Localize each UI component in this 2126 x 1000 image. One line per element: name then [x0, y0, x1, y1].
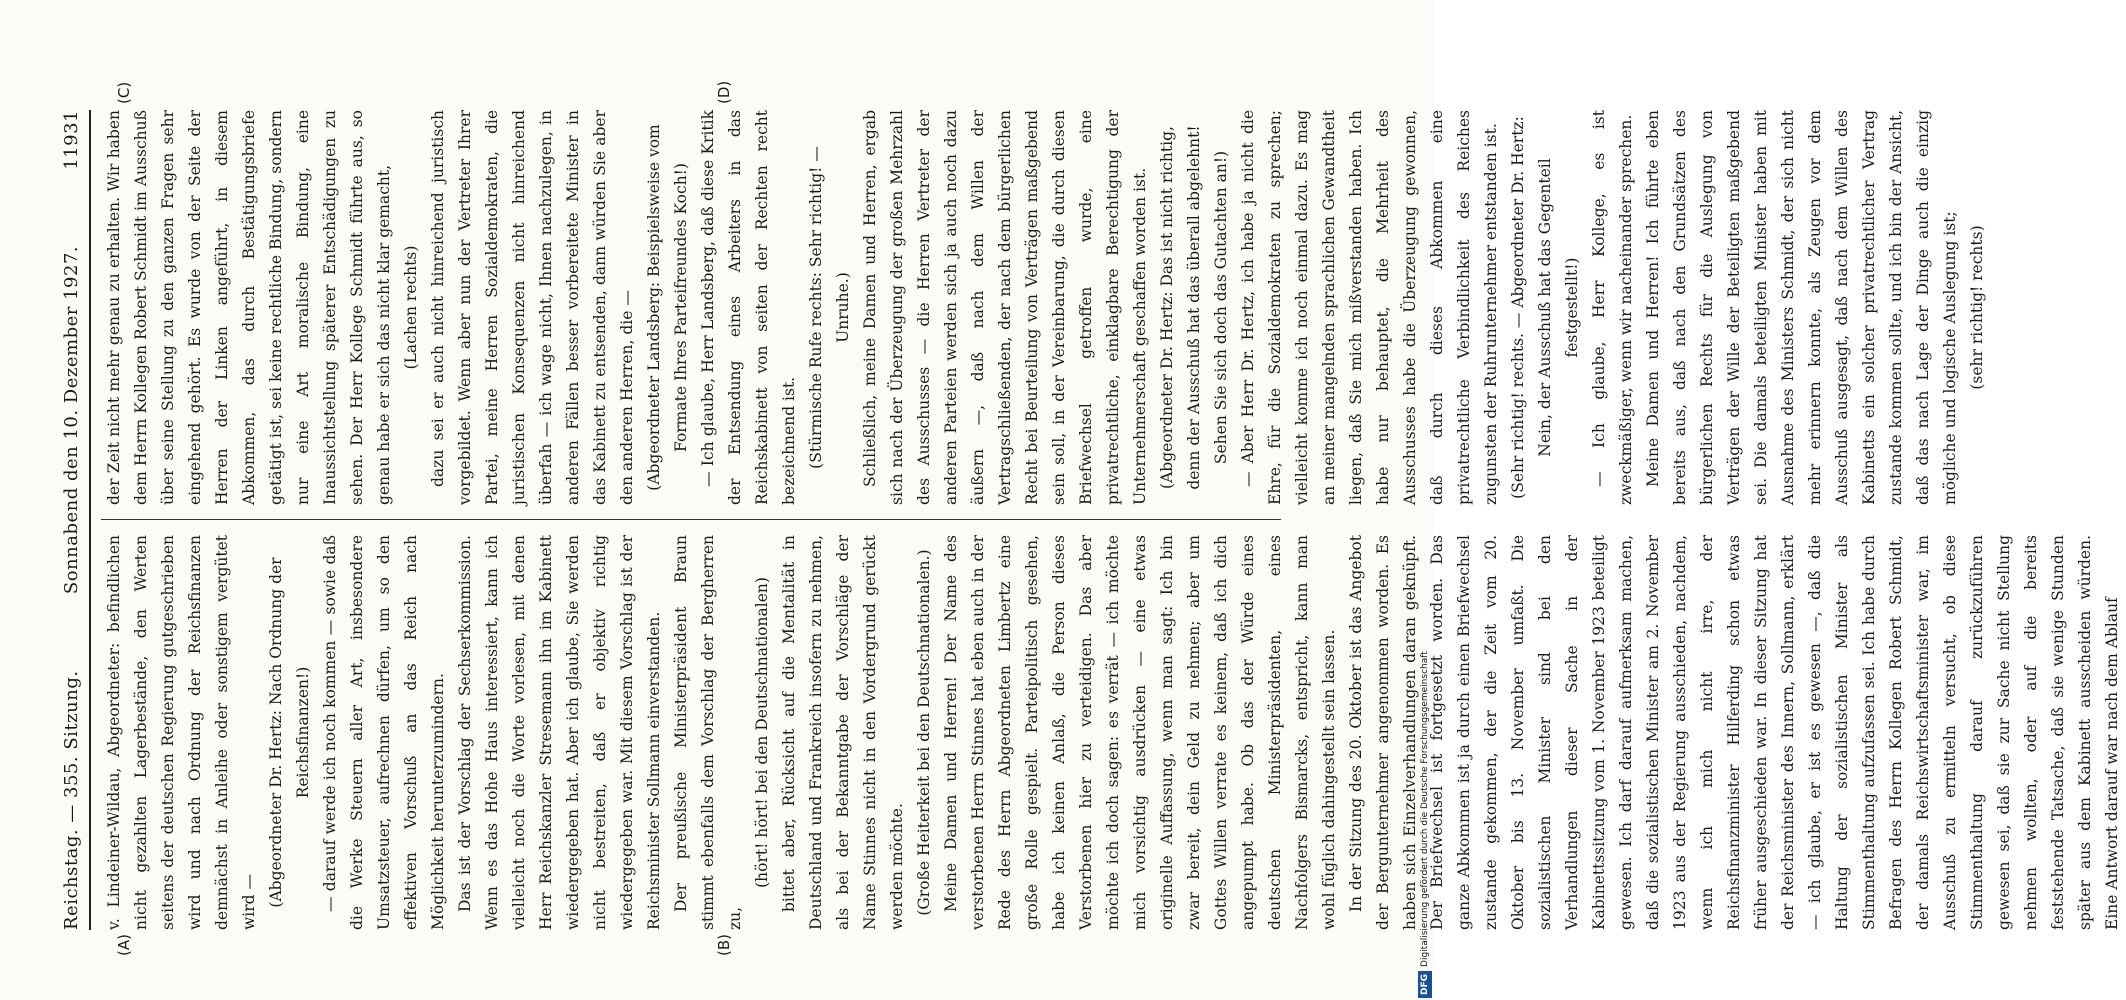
paragraph: (Abgeordneter Dr. Hertz: Das ist nicht richtig, denn der Ausschuß hat das überall abgelehnt! Sehen Sie sich doch das Gutachten an!) — [1158, 125, 1230, 490]
running-header — [55, 110, 91, 930]
paragraph: bittet aber, Rücksicht auf die Mentalität in Deutschland und Frankreich insofern zu nehmen, als bei der Bekanntgabe der Vorschläge der Name Stinnes nicht in den Vordergrund gerückt werden möchte. — [780, 535, 906, 930]
paragraph: (hört! hört! bei den Deutschnationalen) — [753, 577, 771, 888]
marker-a: (A) — [115, 934, 133, 956]
marker-b: (B) — [715, 934, 733, 956]
page-number: 11931 — [61, 110, 82, 170]
paragraph: (Sehr richtig! rechts. — Abgeordneter Dr. Hertz: Nein, der Ausschuß hat das Gegenteil festgestellt!) — [1509, 116, 1581, 499]
digitization-credit — [1418, 8, 1432, 998]
paragraph: — Ich glaube, Herr Landsberg, daß diese Kritik der Entsendung eines Arbeiters in das Reichskabinett von seiten der Rechten recht bezeichnend ist. — [699, 110, 798, 505]
marker-d: (D) — [715, 80, 733, 104]
paragraph: — Ich glaube, Herr Kollege, es ist zweckmäßiger, wenn wir nacheinander sprechen. — [1590, 110, 1635, 505]
paragraph: der Zeit nicht mehr genau zu erhalten. Wir haben dem Herrn Kollegen Robert Schmidt im Ausschuß über seine Stellung zu den ganzen Fragen sehr eingehend gehört. Es wurde von der Seite der Herren der Linken angeführt, in diesem Abkommen, das durch Bestätigungsbriefe getätigt ist, sei keine rechtliche Bindung, sondern nur eine Art moralische Bindung, eine Inaussichtstellung späterer Entschädigungen zu sehen. Der Herr Kollege Schmidt führte aus, so genau habe er sich das nicht klar gemacht, — [105, 110, 393, 505]
paragraph: — darauf werde ich noch kommen — sowie daß die Werke Steuern aller Art, insbesondere Umsatzsteuer, aufrechnen dürfen, um so den effektiven Vorschuß an das Reich nach Möglichkeit herunterzumindern. — [321, 535, 447, 930]
paragraph: (Lachen rechts) — [402, 245, 420, 370]
paragraph: (Stürmische Rufe rechts: Sehr richtig! — Unruhe.) — [807, 146, 852, 469]
right-column — [101, 110, 1986, 505]
column-divider — [101, 519, 1281, 520]
paragraph: (Abgeordneter Landsberg: Beispielsweise vom Formate Ihres Parteifreundes Koch!) — [645, 124, 690, 491]
paragraph: Meine Damen und Herren! Der Name des verstorbenen Herrn Stinnes hat eben auch in der Rede des Herrn Abgeordneten Limbertz eine große Rolle gespielt. Parteipolitisch gesehen, habe ich keinen Anlaß, die Person dieses Verstorbenen hier zu verteidigen. Das aber möchte ich doch sagen: es verrät — ich möchte mich vorsichtig ausdrücken — eine etwas originelle Auffassung, wenn man sagt: Ich bin zwar bereit, dein Geld zu nehmen; aber um Gottes Willen verrate es keinem, daß ich dich angepumpt habe. Ob das der Würde eines deutschen Ministerpräsidenten, eines Nachfolgers Bismarcks, entspricht, kann man wohl füglich dahingestellt sein lassen. — [942, 535, 1338, 930]
dfg-logo: DFG — [1418, 971, 1432, 998]
paragraph: In der Sitzung des 20. Oktober ist das Angebot der Bergunternehmer angenommen worden. Es haben sich Einzelverhandlungen daran geknüpft. Der Briefwechsel ist fortgesetzt worden. Das ganze Abkommen ist ja durch einen Briefwechsel zustande gekommen, der die Zeit vom 20. Oktober bis 13. November umfaßt. Die sozialistischen Minister sind bei den Verhandlungen dieser Sache in der Kabinettssitzung vom 1. November 1923 beteiligt gewesen. Ich darf darauf aufmerksam machen, daß die sozialistischen Minister am 2. November 1923 aus der Regierung ausschieden, nachdem, wenn ich mich nicht irre, der Reichsfinanzminister Hilferding schon etwas früher ausgeschieden war. In dieser Sitzung hat der Reichsminister des Innern, Sollmann, erklärt — ich glaube, er ist es gewesen —, daß die Haltung der sozialistischen Minister als Stimmenthaltung aufzufassen sei. Ich habe durch Befragen des Herrn Kollegen Robert Schmidt, der damals Reichswirtschaftsminister war, im Ausschuß zu ermitteln versucht, ob diese Stimmenthaltung darauf zurückzuführen gewesen sei, daß sie zur Sache nicht Stellung nehmen wollten, oder auf die bereits feststehende Tatsache, daß sie wenige Stunden später aus dem Kabinett ausscheiden würden. Eine Antwort darauf war nach dem Ablauf — [1347, 535, 2121, 930]
credit-text: Digitalisierung gefördert durch die Deutsche Forschungsgemeinschaft — [1420, 651, 1430, 967]
paragraph: (Große Heiterkeit bei den Deutschnationalen.) — [915, 549, 933, 916]
header-left: Reichstag. — 355. Sitzung. — [61, 670, 82, 930]
paragraph: Das ist der Vorschlag der Sechserkommission. Wenn es das Hohe Haus interessiert, kann ich vielleicht noch die Worte vorlesen, mit denen Herr Reichskanzler Stresemann ihn im Kabinett wiedergegeben hat. Aber ich glaube, Sie werden nicht bestreiten, daß er objektiv richtig wiedergegeben war. Mit diesem Vorschlag ist der Reichsminister Sollmann einverstanden. — [456, 535, 663, 930]
paragraph: Meine Damen und Herren! Ich führte eben bereits aus, daß nach den Grundsätzen des bürgerlichen Rechts für die Auslegung von Verträgen der Wille der Beteiligten maßgebend sei. Die damals beteiligten Minister haben mit Ausnahme des Ministers Schmidt, der sich nicht mehr erinnern konnte, als Zeugen vor dem Ausschuß ausgesagt, daß nach dem Willen des Kabinetts ein solcher privatrechtlicher Vertrag zustande kommen sollte, und ich bin der Ansicht, daß das nach Lage der Dinge auch die einzig mögliche und logische Auslegung ist; — [1644, 110, 1959, 505]
paragraph: (Abgeordneter Dr. Hertz: Nach Ordnung der Reichsfinanzen!) — [267, 557, 312, 908]
header-date: Sonnabend den 10. Dezember 1927. — [61, 245, 82, 595]
paragraph: — Aber Herr Dr. Hertz, ich habe ja nicht die Ehre, für die Sozialdemokraten zu sprechen; vielleicht komme ich noch einmal dazu. Es mag an meiner mangelnden sprachlichen Gewandtheit liegen, daß Sie mich mißverstanden haben. Ich habe nur behauptet, die Mehrheit des Ausschusses habe die Überzeugung gewonnen, daß durch dieses Abkommen eine privatrechtliche Verbindlichkeit des Reiches zugunsten der Ruhrunternehmer entstanden ist. — [1239, 110, 1500, 505]
marker-c: (C) — [115, 81, 133, 104]
paragraph: v. Lindeiner-Wildau, Abgeordneter: befindlichen nicht gezahlten Lagerbestände, den Werten seitens der deutschen Regierung gutgeschrieben wird und nach Ordnung der Reichsfinanzen demnächst in Anleihe oder sonstigem vergütet wird — — [105, 535, 258, 930]
paragraph: dazu sei er auch nicht hinreichend juristisch vorgebildet. Wenn aber nun der Vertreter Ihrer Partei, meine Herren Sozialdemokraten, die juristischen Konsequenzen nicht hinreichend überfah — ich wage nicht, Ihnen nachzulegen, in anderen Fällen besser vorbereitete Minister in das Kabinett zu entsenden, dann würden Sie aber den anderen Herren, die — — [429, 110, 636, 505]
paragraph: Der preußische Ministerpräsident Braun stimmt ebenfalls dem Vorschlag der Bergherren zu, — [672, 535, 744, 930]
paragraph: Schließlich, meine Damen und Herren, ergab sich nach der Überzeugung der großen Mehrzahl des Ausschusses — die Herren Vertreter der anderen Parteien werden sich ja auch noch dazu äußern —, daß nach dem Willen der Vertragschließenden, der nach dem bürgerlichen Recht bei Beurteilung von Verträgen maßgebend sein soll, in der Vereinbarung, die durch diesen Briefwechsel getroffen wurde, eine privatrechtliche, einklagbare Berechtigung der Unternehmerschaft geschaffen worden ist. — [861, 110, 1149, 505]
paragraph: (sehr richtig! rechts) — [1968, 225, 1986, 390]
